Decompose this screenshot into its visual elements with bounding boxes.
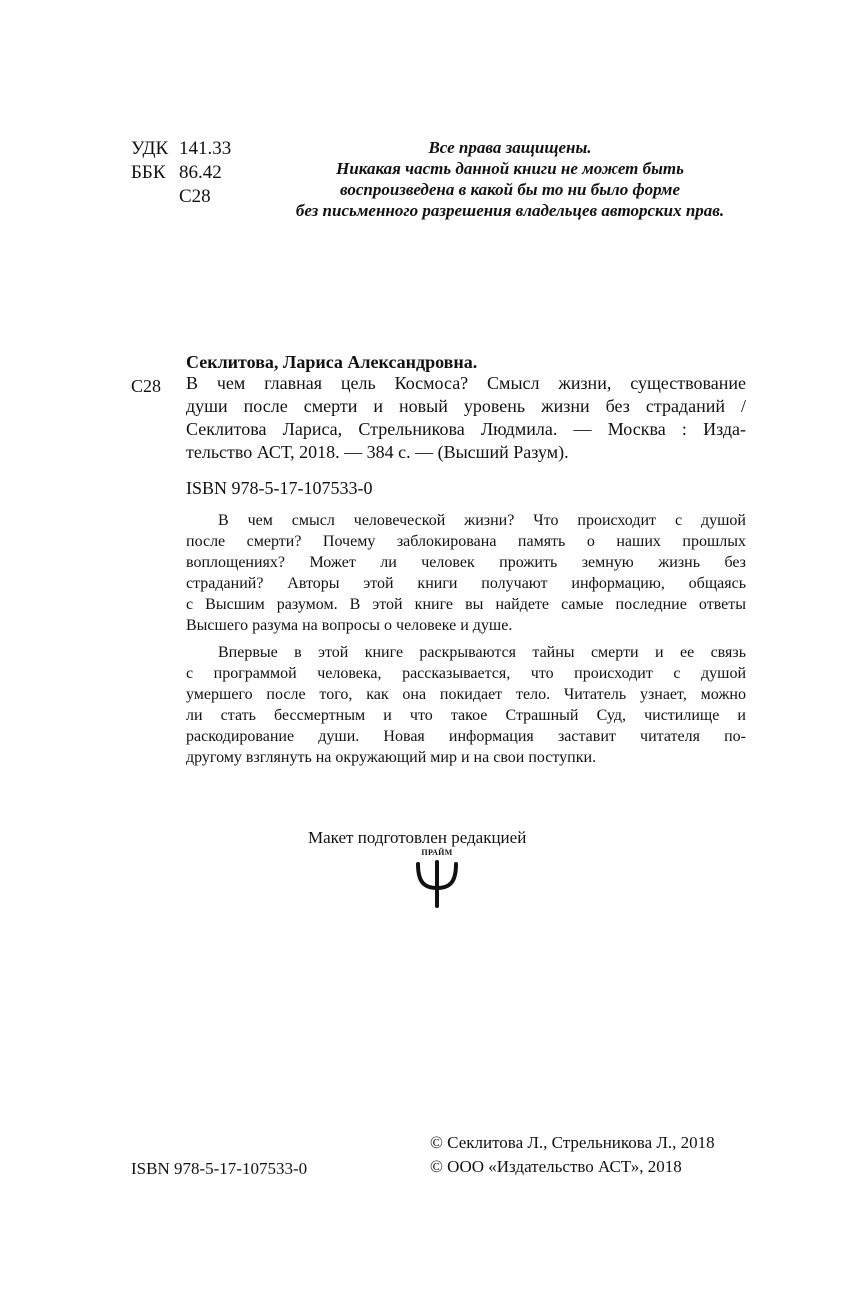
annotation-line: ли стать бессмертным и что такое Страшный Суд, чистилище и [186,707,746,724]
bib-author: Секлитова, Лариса Александровна. [186,352,478,372]
bib-line: В чем главная цель Космоса? Смысл жизни, существование [186,373,746,393]
annotation-line: с Высшим разумом. В этой книге вы найдете самые последние ответы [186,596,746,613]
author-mark: С28 [179,186,211,207]
classification-codes [131,137,231,209]
bib-description [186,372,746,464]
annotation-line: Высшего разума на вопросы о человеке и душе. [186,617,513,634]
rights-notice [270,137,750,221]
bbk-value: 86.42 [179,162,222,183]
prepared-by: Макет подготовлен редакцией [308,828,527,847]
annotation-line: другому взглянуть на окружающий мир и на свои поступки. [186,749,597,766]
rights-line: воспроизведена в какой бы то ни было форме [339,180,681,199]
rights-line: Все права защищены. [428,138,592,157]
annotation-line: страданий? Авторы этой книги получают информацию, общаясь [186,575,746,592]
footer-isbn: ISBN 978-5-17-107533-0 [131,1159,308,1178]
bbk-row [131,161,231,185]
bib-line: тельство АСТ, 2018. — 384 с. — (Высший Разум). [186,442,569,462]
udk-row [131,137,231,161]
copyright-line: © Секлитова Л., Стрельникова Л., 2018 [430,1133,715,1152]
annotation-line: с программой человека, рассказывается, что происходит с душой [186,665,746,682]
annotation [186,510,746,768]
publisher-logo-text: ПРАЙМ [421,848,453,857]
rights-line: Никакая часть данной книги не может быть [336,159,684,178]
annotation-line: умершего после того, как она покидает тело. Читатель узнает, можно [186,686,746,703]
author-mark-row [131,185,231,209]
psi-trident-icon [414,852,460,908]
bib-code: С28 [131,376,162,396]
annotation-line: В чем смысл человеческой жизни? Что происходит с душой [218,512,746,529]
copyright-block [430,1131,715,1179]
annotation-line: Впервые в этой книге раскрываются тайны смерти и ее связь [218,644,746,661]
rights-line: без письменного разрешения владельцев авторских прав. [295,201,725,220]
annotation-line: воплощениях? Может ли человек прожить земную жизнь без [186,554,746,571]
bib-isbn: ISBN 978-5-17-107533-0 [186,478,373,498]
bib-line: Секлитова Лариса, Стрельникова Людмила. — Москва : Изда- [186,419,746,439]
udk-value: 141.33 [179,138,232,159]
bib-line: души после смерти и новый уровень жизни без страданий / [186,396,746,416]
annotation-line: после смерти? Почему заблокирована память о наших прошлых [186,533,746,550]
udk-label: УДК [131,138,169,159]
copyright-line: © ООО «Издательство АСТ», 2018 [430,1157,682,1176]
bbk-label: ББК [131,162,166,183]
annotation-line: раскодирование души. Новая информация заставит читателя по- [186,728,746,745]
